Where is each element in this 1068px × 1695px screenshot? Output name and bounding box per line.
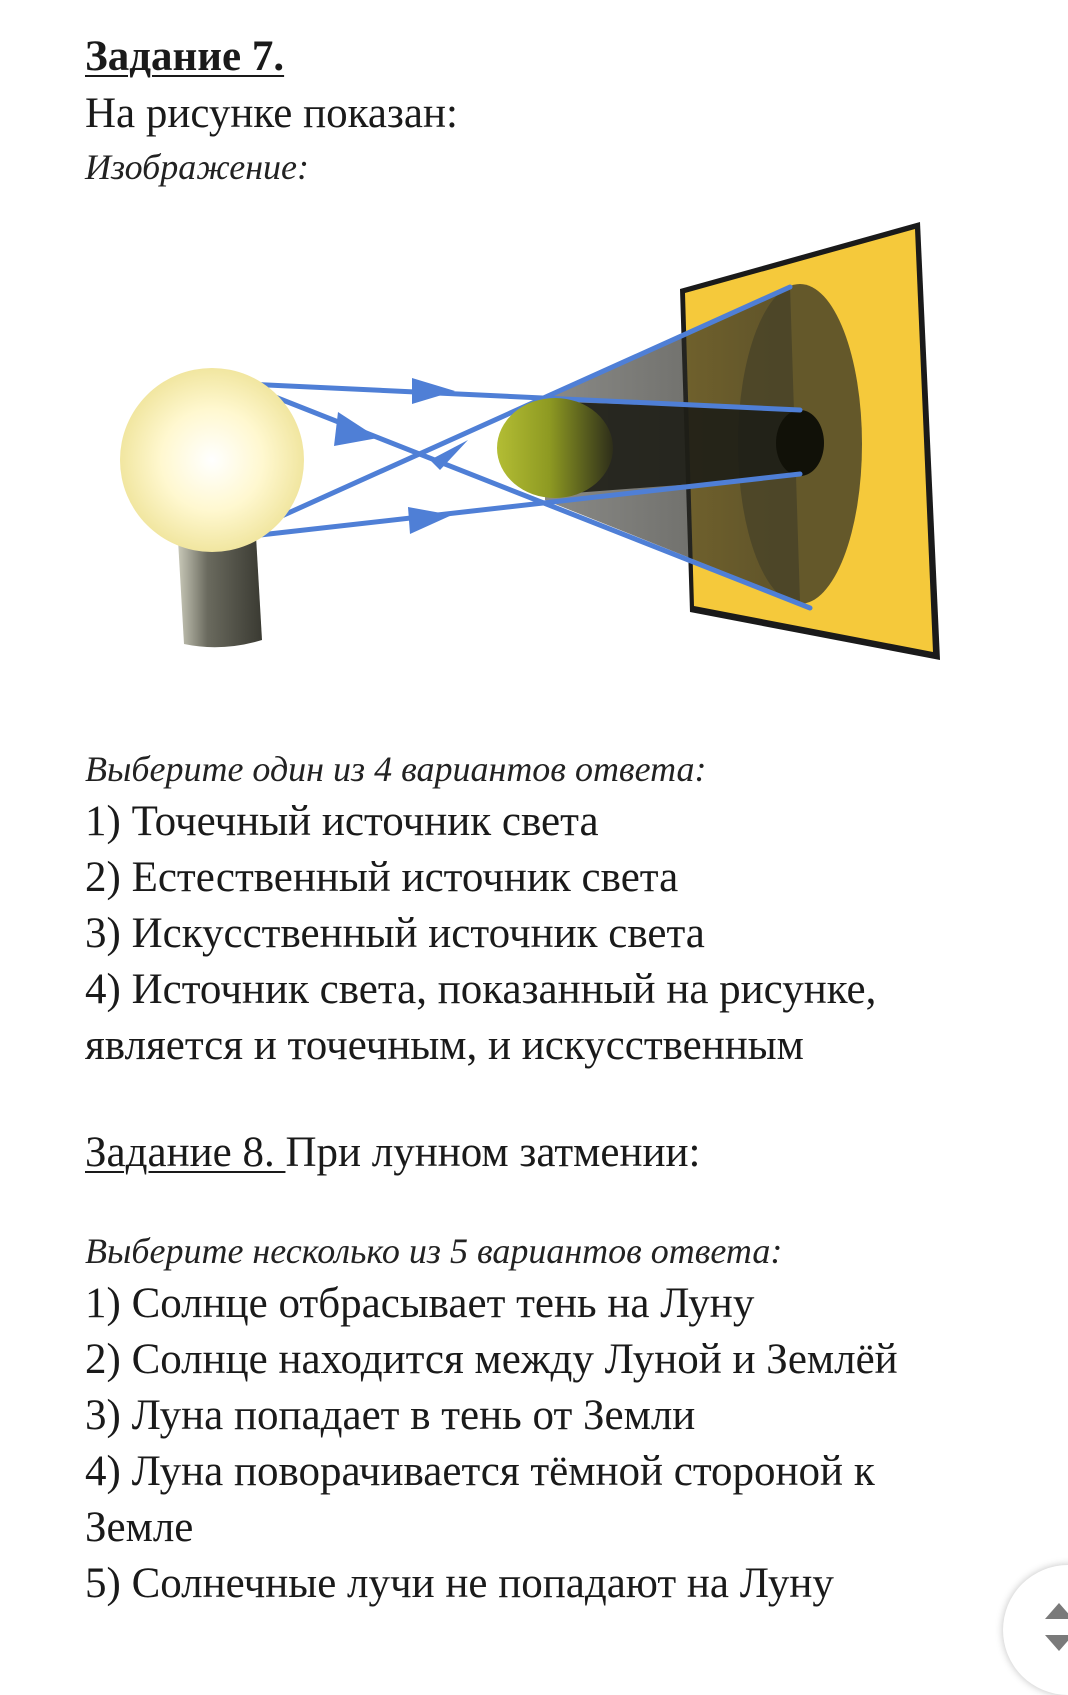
task7-title: [85, 28, 1045, 86]
answer-option-continued[interactable]: Земле: [85, 1504, 194, 1551]
answer-option[interactable]: 1) Точечный источник света: [85, 798, 599, 845]
answer-option[interactable]: 5) Солнечные лучи не попадают на Луну: [85, 1560, 834, 1607]
answer-option[interactable]: 2) Солнце находится между Луной и Землёй: [85, 1336, 898, 1383]
answer-option[interactable]: 4) Луна поворачивается тёмной стороной к: [85, 1448, 875, 1495]
task7-question: На рисунке показан:: [85, 90, 458, 137]
task7-title-text: Задание 7.: [85, 33, 285, 80]
scroll-up-down-icon: [1039, 1597, 1068, 1657]
answer-option[interactable]: 4) Источник света, показанный на рисунке,: [85, 966, 877, 1013]
task7-answer-caption: Выберите один из 4 вариантов ответа:: [85, 749, 707, 789]
task8-question: При лунном затмении:: [285, 1129, 701, 1176]
answer-option[interactable]: 3) Искусственный источник света: [85, 910, 705, 957]
answer-option-continued[interactable]: является и точечным, и искусственным: [85, 1022, 804, 1069]
task8-answers: [85, 1276, 1045, 1612]
worksheet: [85, 28, 1045, 1612]
task7-image-caption: Изображение:: [85, 147, 310, 187]
figure-spacer: [85, 192, 1045, 744]
answer-option[interactable]: 1) Солнце отбрасывает тень на Луну: [85, 1280, 755, 1327]
task8-answer-caption: Выберите несколько из 5 вариантов ответа:: [85, 1231, 783, 1271]
task7-answers: [85, 794, 1045, 1074]
task8-title: [85, 1124, 1045, 1182]
answer-option[interactable]: 2) Естественный источник света: [85, 854, 679, 901]
section-gap: [85, 1182, 1045, 1226]
answer-option[interactable]: 3) Луна попадает в тень от Земли: [85, 1392, 696, 1439]
section-gap: [85, 1074, 1045, 1124]
task8-title-text: Задание 8.: [85, 1129, 286, 1176]
